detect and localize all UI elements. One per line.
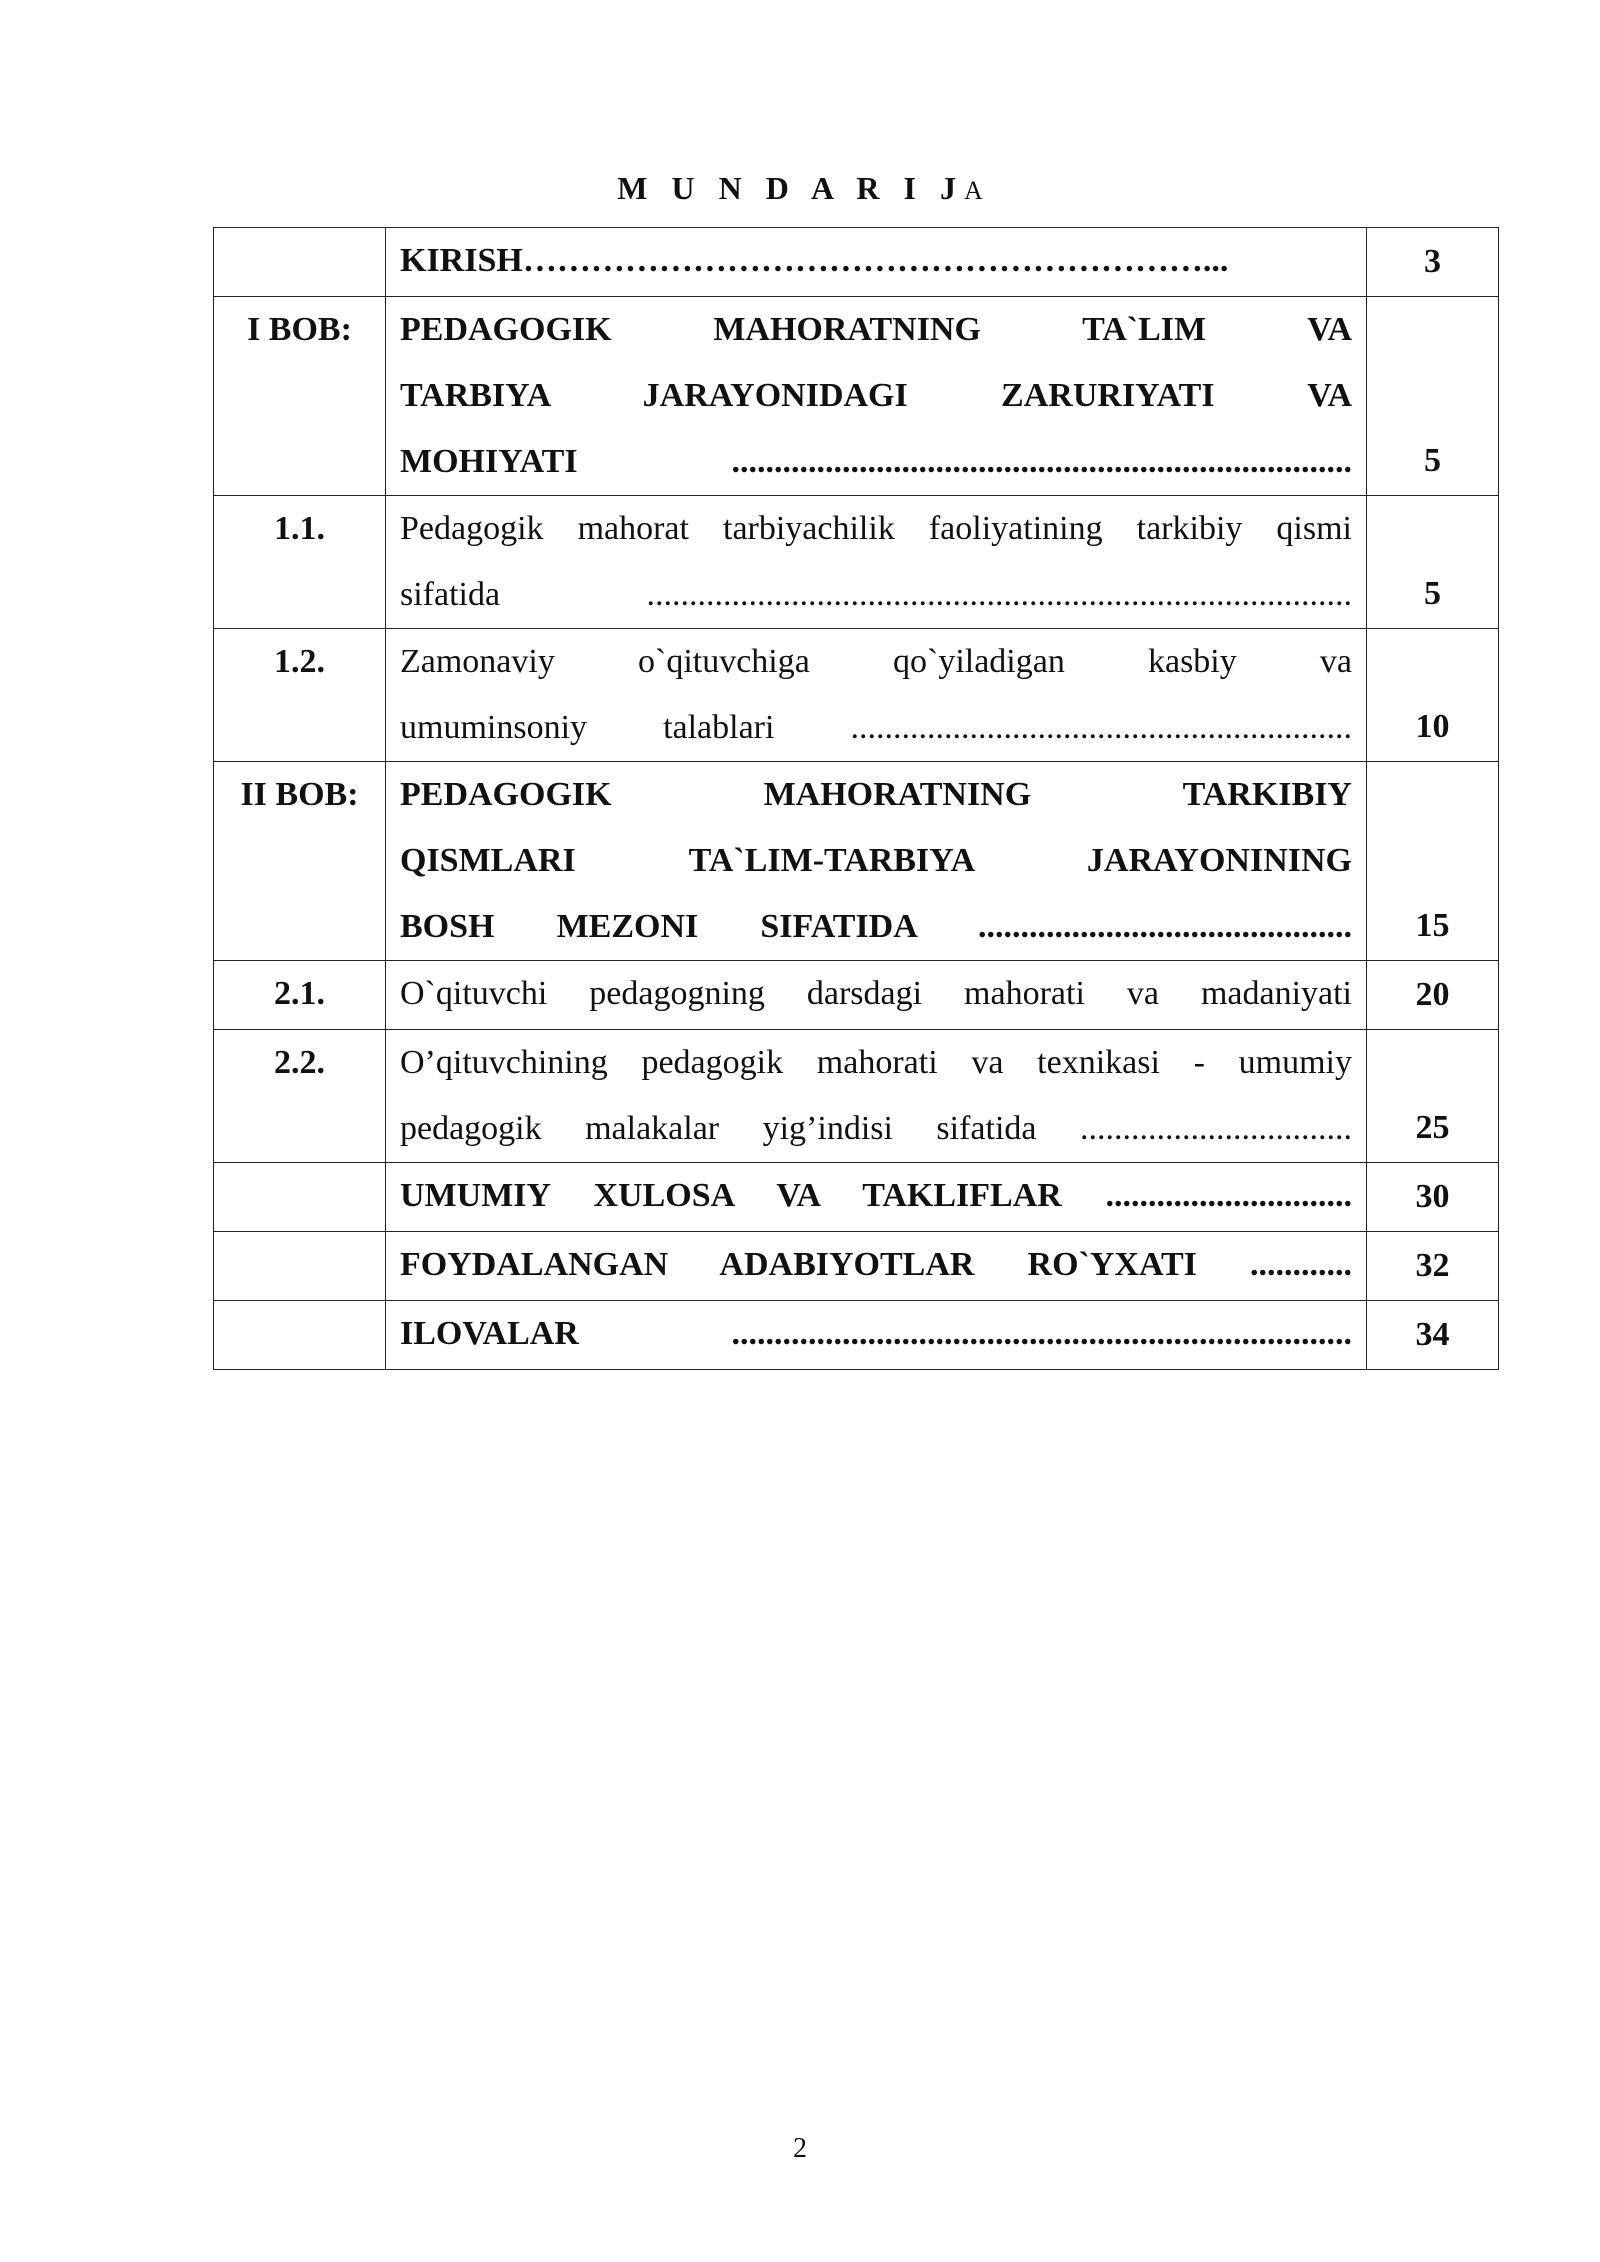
toc-entry-title[interactable] xyxy=(386,1232,1367,1301)
toc-entry-line: sifatida ................................................................................... xyxy=(400,576,1352,613)
toc-page-number: 32 xyxy=(1367,1232,1499,1301)
toc-row xyxy=(214,629,1499,762)
toc-section-label: 1.1. xyxy=(214,496,386,629)
toc-row xyxy=(214,1030,1499,1163)
toc-page-number: 10 xyxy=(1367,629,1499,762)
toc-entry-title[interactable] xyxy=(386,1030,1367,1163)
toc-row xyxy=(214,1163,1499,1232)
toc-section-label xyxy=(214,1163,386,1232)
toc-section-label: I BOB: xyxy=(214,297,386,496)
toc-page-number: 30 xyxy=(1367,1163,1499,1232)
toc-section-label xyxy=(214,1232,386,1301)
toc-entry-line: pedagogik malakalar yig’indisi sifatida ................................ xyxy=(400,1110,1352,1147)
toc-page-number: 3 xyxy=(1367,228,1499,297)
toc-section-label: 1.2. xyxy=(214,629,386,762)
toc-page-number: 15 xyxy=(1367,762,1499,961)
toc-row xyxy=(214,1301,1499,1370)
toc-section-label xyxy=(214,228,386,297)
toc-row xyxy=(214,961,1499,1030)
toc-entry-line: Pedagogik mahorat tarbiyachilik faoliyatining tarkibiy qismi xyxy=(400,510,1352,547)
toc-entry-line: UMUMIY XULOSA VA TAKLIFLAR ............................. xyxy=(400,1177,1352,1214)
toc-entry-line: PEDAGOGIK MAHORATNING TA`LIM VA xyxy=(400,311,1352,348)
toc-entry-title[interactable] xyxy=(386,629,1367,762)
toc-entry-line: O`qituvchi pedagogning darsdagi mahorati va madaniyati xyxy=(400,975,1352,1012)
toc-entry-line: O’qituvchining pedagogik mahorati va texnikasi - umumiy xyxy=(400,1044,1352,1081)
toc-entry-line: KIRISH……………………………………………………... xyxy=(400,242,1229,279)
toc-entry-line: umuminsoniy talablari ........................................................... xyxy=(400,709,1352,746)
toc-entry-title[interactable] xyxy=(386,1301,1367,1370)
toc-section-label: II BOB: xyxy=(214,762,386,961)
toc-page-number: 5 xyxy=(1367,297,1499,496)
toc-body xyxy=(214,228,1499,1370)
toc-entry-line: QISMLARI TA`LIM-TARBIYA JARAYONINING xyxy=(400,842,1352,879)
toc-section-label: 2.2. xyxy=(214,1030,386,1163)
page-title xyxy=(0,170,1600,207)
toc-entry-title[interactable] xyxy=(386,297,1367,496)
toc-entry-line: TARBIYA JARAYONIDAGI ZARURIYATI VA xyxy=(400,377,1352,414)
toc-entry-title[interactable] xyxy=(386,1163,1367,1232)
toc-section-label xyxy=(214,1301,386,1370)
toc-row xyxy=(214,228,1499,297)
toc-page-number: 34 xyxy=(1367,1301,1499,1370)
toc-page-number: 25 xyxy=(1367,1030,1499,1163)
toc-row xyxy=(214,1232,1499,1301)
toc-page-number: 5 xyxy=(1367,496,1499,629)
toc-page-number: 20 xyxy=(1367,961,1499,1030)
toc-section-label: 2.1. xyxy=(214,961,386,1030)
toc-row xyxy=(214,297,1499,496)
toc-entry-title[interactable] xyxy=(386,228,1367,297)
toc-entry-title[interactable] xyxy=(386,762,1367,961)
toc-entry-line: BOSH MEZONI SIFATIDA ............................................ xyxy=(400,908,1352,945)
table-of-contents xyxy=(213,227,1499,1370)
page-number: 2 xyxy=(793,2133,807,2164)
toc-row xyxy=(214,496,1499,629)
toc-entry-line: PEDAGOGIK MAHORATNING TARKIBIY xyxy=(400,776,1352,813)
title-main: M U N D A R I J xyxy=(617,170,964,206)
toc-entry-title[interactable] xyxy=(386,961,1367,1030)
toc-entry-title[interactable] xyxy=(386,496,1367,629)
toc-entry-line: FOYDALANGAN ADABIYOTLAR RO`YXATI ............ xyxy=(400,1246,1352,1283)
toc-entry-line: Zamonaviy o`qituvchiga qo`yiladigan kasbiy va xyxy=(400,643,1352,680)
toc-entry-line: ILOVALAR ......................................................................... xyxy=(400,1315,1352,1352)
toc-row xyxy=(214,762,1499,961)
toc-entry-line: MOHIYATI ......................................................................... xyxy=(400,443,1352,480)
title-last-letter: A xyxy=(963,176,983,205)
